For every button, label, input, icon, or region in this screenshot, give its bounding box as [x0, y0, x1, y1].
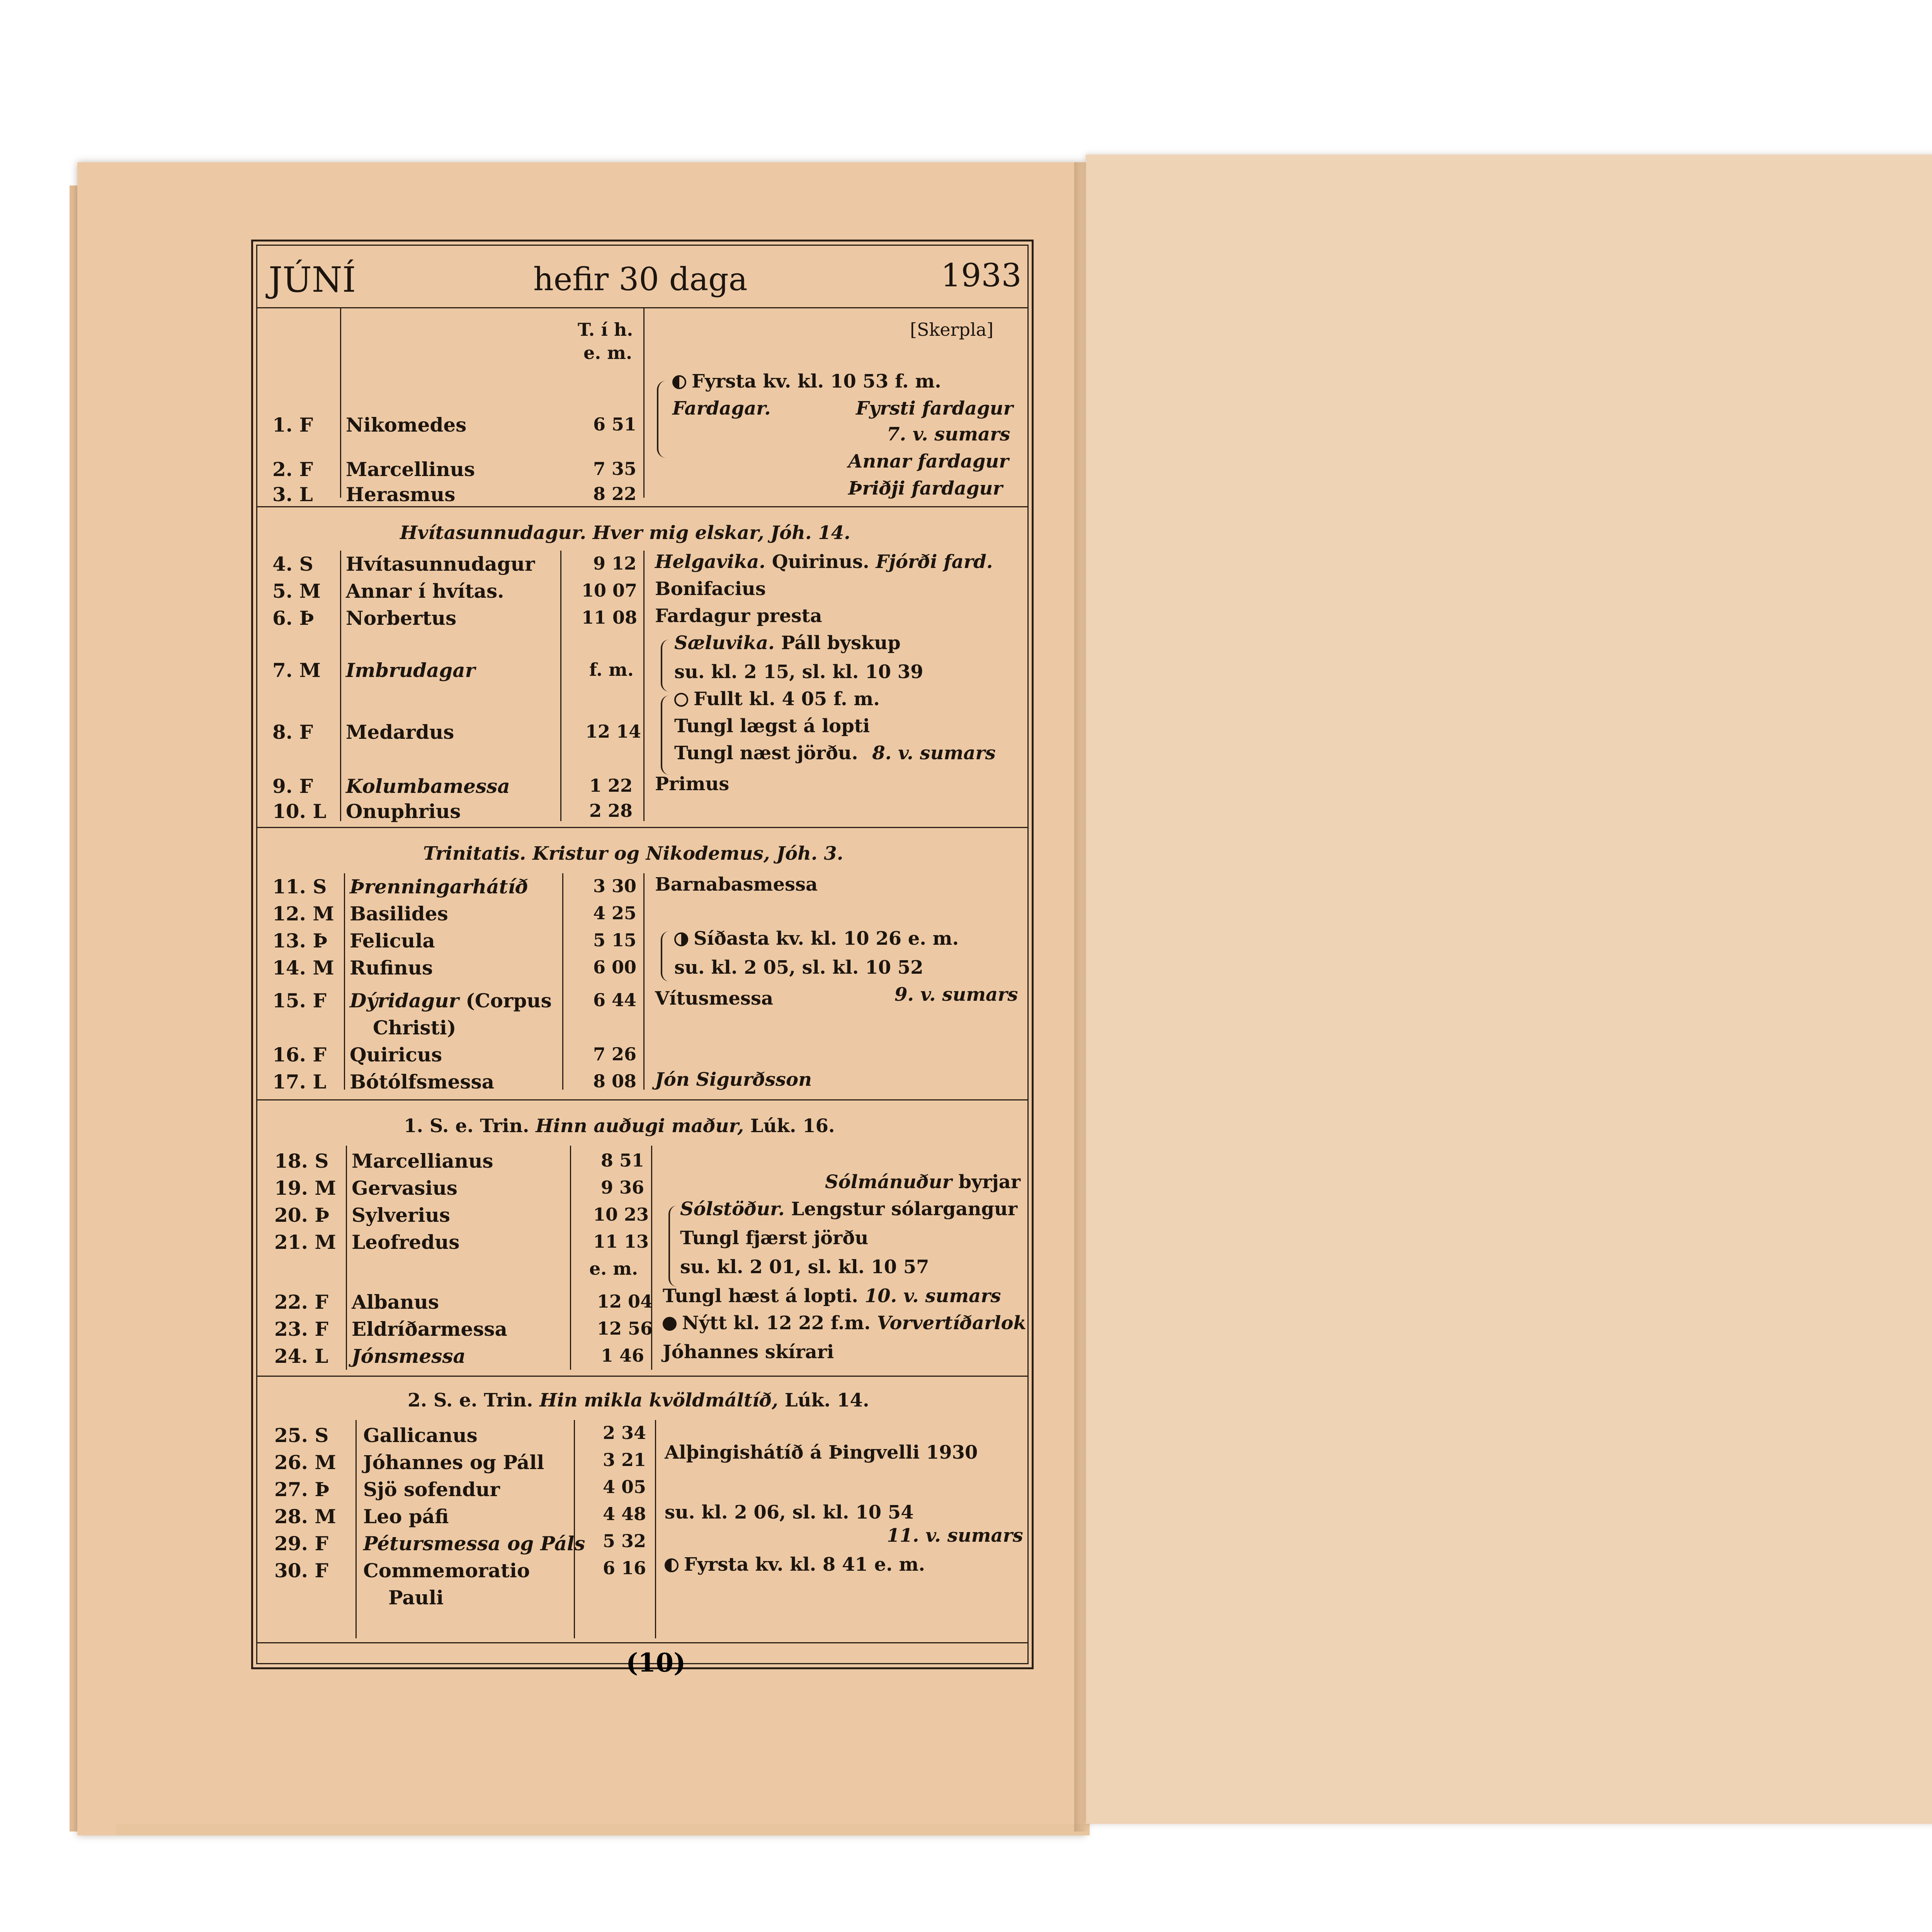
note: Tungl hæst á lopti. 10. v. sumars: [663, 1285, 1001, 1307]
note: su. kl. 2 06, sl. kl. 10 54: [665, 1502, 914, 1523]
day-time: 5 32: [603, 1531, 646, 1551]
day-time: 6 16: [603, 1558, 646, 1578]
day-name: Felicula: [350, 929, 435, 952]
col-divider: [643, 551, 645, 821]
section-divider: [256, 1099, 1029, 1100]
day-label: 13. Þ: [272, 929, 328, 952]
col-divider: [643, 308, 645, 498]
section-divider: [256, 506, 1029, 507]
day-time: 11 08: [582, 607, 638, 628]
day-name: Quiricus: [350, 1043, 442, 1066]
page-bottom-edge: [116, 1824, 1090, 1835]
day-time: 7 35: [593, 458, 637, 479]
col-divider: [340, 551, 341, 821]
day-label: 4. S: [272, 553, 313, 575]
day-label: 23. F: [274, 1318, 328, 1340]
section-divider: [256, 1376, 1029, 1377]
day-label: 26. M: [274, 1451, 336, 1474]
day-label: 18. S: [274, 1150, 329, 1172]
note: Nýtt kl. 12 22 f.m. Vorvertíðarlok: [663, 1314, 1026, 1332]
note: su. kl. 2 01, sl. kl. 10 57: [680, 1256, 929, 1278]
day-time: 4 05: [603, 1476, 646, 1497]
day-label: 25. S: [274, 1424, 329, 1447]
section-divider: [256, 827, 1029, 828]
col-divider: [340, 308, 341, 498]
day-name: Annar í hvítas.: [346, 580, 504, 602]
right-page-blank: [1086, 155, 1932, 1824]
day-name: Nikomedes: [346, 413, 467, 436]
brace: [657, 381, 666, 458]
day-time: 8 22: [593, 483, 637, 504]
day-label: 11. S: [272, 875, 327, 898]
day-label: 19. M: [274, 1177, 336, 1199]
full-moon-icon: [674, 693, 688, 707]
day-name: Marcellinus: [346, 458, 475, 481]
calendar-table: [251, 240, 1034, 1669]
day-time: 6 51: [593, 414, 637, 435]
first-quarter-moon-icon: [672, 375, 686, 389]
day-name: Rufinus: [350, 956, 433, 979]
brace: [661, 639, 669, 692]
day-time: 4 25: [593, 903, 637, 923]
day-name: Basilides: [350, 902, 448, 925]
day-label: 1. F: [272, 413, 313, 436]
brace: [661, 696, 669, 775]
day-label: 22. F: [274, 1291, 328, 1313]
day-name: Jónsmessa: [352, 1345, 466, 1367]
header-divider: [256, 307, 1029, 308]
day-name: Leofredus: [352, 1231, 460, 1253]
day-label: 27. Þ: [274, 1478, 330, 1501]
day-label: 12. M: [272, 902, 334, 925]
day-name-continued: Pauli: [388, 1586, 444, 1609]
note: Tungl lægst á lopti: [674, 715, 870, 737]
day-name: Leo páfi: [363, 1505, 449, 1528]
day-time: 12 14: [585, 721, 641, 742]
day-time: 12 04: [597, 1291, 653, 1312]
note: Vítusmessa: [655, 988, 774, 1009]
day-name: Eldríðarmessa: [352, 1318, 507, 1340]
day-time: 1 22: [589, 775, 633, 796]
brace: [661, 931, 669, 981]
day-name: Gervasius: [352, 1177, 457, 1199]
book-gutter: [1074, 162, 1097, 1832]
day-name: Imbrudagar: [346, 659, 476, 682]
page-number: (10): [626, 1648, 686, 1678]
day-time: 9 12: [593, 553, 637, 574]
day-name: Dýridagur (Corpus: [350, 989, 552, 1012]
note: Sæluvika. Páll byskup: [674, 632, 901, 654]
day-name: Pétursmessa og Páls: [363, 1532, 585, 1555]
day-time: 10 07: [582, 580, 638, 601]
day-label: 29. F: [274, 1532, 328, 1555]
days-count: hefir 30 daga: [533, 261, 748, 298]
note: Fyrsti fardagur: [856, 398, 1013, 419]
day-name: Albanus: [352, 1291, 439, 1313]
day-label: 24. L: [274, 1345, 328, 1367]
day-label: 2. F: [272, 458, 313, 481]
note: su. kl. 2 05, sl. kl. 10 52: [674, 957, 923, 978]
col-divider: [643, 873, 645, 1090]
day-time: 8 51: [601, 1150, 645, 1171]
day-name: Jóhannes og Páll: [363, 1451, 544, 1474]
day-time: 5 15: [593, 930, 637, 951]
note: Bonifacius: [655, 578, 766, 600]
sunday-heading: Hvítasunnudagur. Hver mig elskar, Jóh. 14.: [400, 522, 850, 544]
day-label: 8. F: [272, 721, 313, 743]
new-moon-icon: [663, 1317, 677, 1331]
col-divider: [570, 1146, 571, 1370]
note: Fardagar.: [672, 398, 771, 419]
day-name: Medardus: [346, 721, 454, 743]
note: Jón Sigurðsson: [655, 1069, 812, 1090]
day-label: 20. Þ: [274, 1204, 330, 1226]
note: Primus: [655, 773, 730, 795]
note: Sólstöður. Lengstur sólargangur: [680, 1198, 1018, 1220]
col-divider: [355, 1420, 357, 1638]
month-title: JÚNÍ: [269, 260, 356, 300]
day-time: f. m.: [589, 659, 634, 680]
day-label: 7. M: [272, 659, 321, 682]
day-name: Sylverius: [352, 1204, 450, 1226]
col-divider: [655, 1420, 656, 1638]
day-time: 11 13: [593, 1231, 649, 1252]
day-time: 4 48: [603, 1503, 646, 1524]
first-quarter-moon-icon: [665, 1558, 679, 1572]
col-divider: [562, 873, 563, 1090]
day-label: 28. M: [274, 1505, 336, 1528]
last-quarter-moon-icon: [674, 932, 688, 946]
note: Fullt kl. 4 05 f. m.: [674, 690, 880, 708]
day-name: Hvítasunnudagur: [346, 553, 535, 575]
day-time: 9 36: [601, 1177, 645, 1198]
year: 1933: [941, 257, 1022, 294]
day-time: 2 34: [603, 1422, 646, 1443]
col-divider: [560, 551, 561, 821]
day-time: 7 26: [593, 1044, 637, 1065]
day-name: Gallicanus: [363, 1424, 478, 1447]
day-label: 3. L: [272, 483, 313, 506]
day-name: Norbertus: [346, 607, 457, 629]
month-name-old: [Skerpla]: [910, 319, 994, 340]
day-name: Commemoratio: [363, 1559, 530, 1582]
sunday-heading: 1. S. e. Trin. Hinn auðugi maður, Lúk. 16.: [404, 1115, 835, 1137]
day-label: 15. F: [272, 989, 327, 1012]
note: 11. v. sumars: [887, 1525, 1023, 1546]
day-time: 10 23: [593, 1204, 649, 1225]
note: Helgavika. Quirinus. Fjórði fard.: [655, 551, 993, 573]
day-label: 30. F: [274, 1559, 328, 1582]
day-name: Bótólfsmessa: [350, 1070, 495, 1093]
col-divider: [344, 873, 345, 1090]
brace: [668, 1206, 677, 1287]
note: 7. v. sumars: [887, 423, 1010, 445]
note: Síðasta kv. kl. 10 26 e. m.: [674, 929, 959, 948]
day-time-suffix: e. m.: [589, 1258, 638, 1279]
note: Jóhannes skírari: [663, 1341, 834, 1363]
note: Sólmánuður byrjar: [825, 1171, 1021, 1193]
day-label: 6. Þ: [272, 607, 314, 629]
note: su. kl. 2 15, sl. kl. 10 39: [674, 661, 923, 683]
day-time: 8 08: [593, 1071, 637, 1092]
day-label: 5. M: [272, 580, 321, 602]
sunday-heading: Trinitatis. Kristur og Nikodemus, Jóh. 3.: [423, 843, 844, 864]
day-time: 6 44: [593, 990, 637, 1010]
footer-divider: [256, 1642, 1029, 1643]
day-label: 10. L: [272, 800, 327, 823]
note: Fyrsta kv. kl. 8 41 e. m.: [665, 1555, 925, 1574]
day-name: Sjö sofendur: [363, 1478, 500, 1501]
note: Fardagur presta: [655, 605, 822, 627]
day-label: 14. M: [272, 956, 334, 979]
note: Barnabasmessa: [655, 874, 818, 895]
day-name: Þrenningarhátíð: [350, 875, 528, 898]
note: Þriðji fardagur: [848, 478, 1003, 499]
day-name: Herasmus: [346, 483, 456, 506]
day-label: 16. F: [272, 1043, 327, 1066]
day-name-continued: Christi): [373, 1016, 456, 1039]
day-time: 3 30: [593, 876, 637, 896]
day-time: 6 00: [593, 957, 637, 978]
note: Tungl fjærst jörðu: [680, 1227, 869, 1249]
day-label: 17. L: [272, 1070, 327, 1093]
day-name: Kolumbamessa: [346, 775, 510, 798]
day-label: 9. F: [272, 775, 313, 798]
col-divider: [574, 1420, 575, 1638]
note: 9. v. sumars: [895, 984, 1018, 1005]
day-name: Marcellianus: [352, 1150, 493, 1172]
day-time: 12 56: [597, 1318, 653, 1339]
day-label: 21. M: [274, 1231, 336, 1253]
col-divider: [346, 1146, 347, 1370]
day-name: Onuphrius: [346, 800, 461, 823]
note: Fyrsta kv. kl. 10 53 f. m.: [672, 372, 941, 391]
note: Tungl næst jörðu. 8. v. sumars: [674, 742, 996, 764]
note: Alþingishátíð á Þingvelli 1930: [665, 1442, 978, 1463]
time-header-sub: e. m.: [583, 342, 632, 363]
day-time: 1 46: [601, 1345, 645, 1366]
sunday-heading: 2. S. e. Trin. Hin mikla kvöldmáltíð, Lúk. 14.: [408, 1389, 869, 1411]
day-time: 3 21: [603, 1449, 646, 1470]
time-header: T. í h.: [578, 319, 633, 340]
day-time: 2 28: [589, 800, 633, 821]
note: Annar fardagur: [848, 451, 1009, 472]
